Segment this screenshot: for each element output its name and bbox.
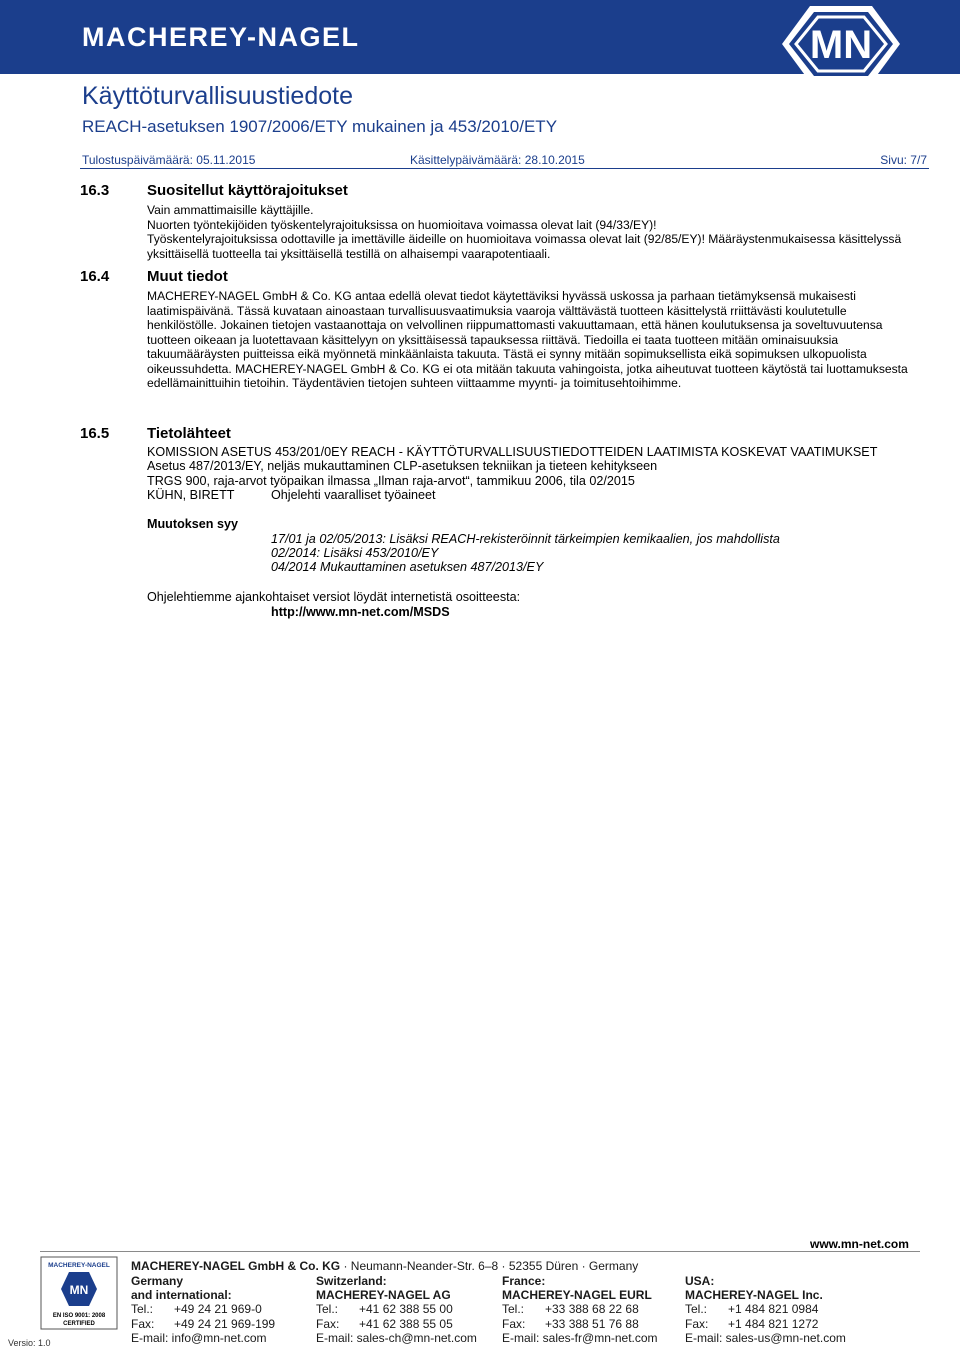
- fax-label: Fax:: [131, 1316, 155, 1331]
- column-subheading: and international:: [131, 1288, 232, 1303]
- processing-date: Käsittelypäivämäärä: 28.10.2015: [410, 153, 585, 167]
- company-name: MACHEREY-NAGEL GmbH & Co. KG: [131, 1259, 341, 1273]
- section-16-3-number: 16.3: [80, 182, 110, 199]
- tel-label: Tel.:: [685, 1302, 708, 1317]
- header-divider: [80, 168, 929, 169]
- column-heading: France:: [502, 1274, 546, 1288]
- cert-iso: EN ISO 9001: 2008: [52, 1313, 106, 1319]
- company-address: · Neumann-Neander-Str. 6–8 · 52355 Düren · Germany: [340, 1259, 639, 1273]
- fax-value: +41 62 388 55 05: [359, 1316, 453, 1331]
- email-link[interactable]: E-mail: info@mn-net.com: [131, 1330, 267, 1345]
- column-heading: Germany: [131, 1274, 184, 1288]
- column-heading: USA:: [685, 1274, 715, 1288]
- tel-value: +1 484 821 0984: [728, 1302, 819, 1317]
- source-title: Ohjelehti vaaralliset työaineet: [271, 488, 436, 503]
- fax-label: Fax:: [316, 1316, 340, 1331]
- email-link[interactable]: E-mail: sales-fr@mn-net.com: [502, 1330, 658, 1345]
- footer-divider: [40, 1251, 920, 1252]
- page-number: Sivu: 7/7: [880, 153, 927, 167]
- section-16-3-body: [147, 203, 917, 261]
- source-item: [147, 488, 917, 502]
- tel-value: +41 62 388 55 00: [359, 1302, 453, 1317]
- msds-link[interactable]: http://www.mn-net.com/MSDS: [271, 605, 450, 619]
- website-note: Ohjelehtiemme ajankohtaiset versiot löydät internetistä osoitteesta:: [147, 590, 521, 604]
- footer-website-link[interactable]: www.mn-net.com: [810, 1237, 909, 1251]
- fax-label: Fax:: [685, 1316, 709, 1331]
- fax-value: +33 388 51 76 88: [545, 1316, 639, 1331]
- footer-column-germany: [131, 1274, 275, 1345]
- section-16-4-title: Muut tiedot: [147, 268, 228, 285]
- footer-column-usa: [685, 1274, 846, 1345]
- paragraph: Työskentelyrajoituksissa odottaville ja imettäville äideille on huomioitava voimassa olevat lait (92/85/EY)! Määräystenmukaisessa käsittelyssä yksittäisellä tuotteella tai yksittäisellä testillä on alhaisempi vaarapotentiaali.: [147, 232, 902, 261]
- column-subheading: MACHEREY-NAGEL AG: [316, 1288, 451, 1303]
- column-heading: Switzerland:: [316, 1274, 387, 1288]
- iso-certification-badge: [40, 1256, 118, 1330]
- change-item: 17/01 ja 02/05/2013: Lisäksi REACH-rekisteröinnit tärkeimpien kemikaalien, jos mahdollista: [271, 532, 780, 546]
- section-16-3-title: Suositellut käyttörajoitukset: [147, 182, 348, 199]
- mn-logo-icon: [778, 2, 904, 86]
- print-date: Tulostuspäivämäärä: 05.11.2015: [82, 153, 256, 167]
- email-link[interactable]: E-mail: sales-ch@mn-net.com: [316, 1330, 477, 1345]
- fax-value: +1 484 821 1272: [728, 1316, 819, 1331]
- fax-label: Fax:: [502, 1316, 526, 1331]
- version-label: Versio: 1.0: [8, 1338, 51, 1348]
- section-16-4-number: 16.4: [80, 268, 110, 285]
- column-subheading: MACHEREY-NAGEL EURL: [502, 1288, 652, 1303]
- paragraph: Nuorten työntekijöiden työskentelyrajoituksissa on huomioitava voimassa olevat lait (94/33/EY)!: [147, 217, 657, 232]
- tel-label: Tel.:: [502, 1302, 525, 1317]
- fax-value: +49 24 21 969-199: [174, 1316, 276, 1331]
- column-subheading: MACHEREY-NAGEL Inc.: [685, 1288, 823, 1303]
- change-item: 02/2014: Lisäksi 453/2010/EY: [271, 546, 439, 560]
- sources-list: [147, 445, 917, 503]
- paragraph: Vain ammattimaisille käyttäjille.: [147, 203, 314, 217]
- logo-text: MN: [809, 23, 873, 67]
- tel-value: +49 24 21 969-0: [174, 1302, 262, 1317]
- changes-label: Muutoksen syy: [147, 517, 238, 531]
- paragraph: MACHEREY-NAGEL GmbH & Co. KG antaa edellä olevat tiedot käytettäviksi hyvässä uskossa ja parhaan tietämyksensä mukaisesti laatimispäivänä. Tässä kuvataan ainoastaan turvallisuusvaatimuksia vaaroja välttävästä tuotteen käsittelystä rriittävästi koulutetulle henkilöstölle. Jokainen tietojen vastaanottaja on velvollinen riippumattomasti vakuuttamaan, että hänen koulutuksensa ja soveltuvuutensa tuotteen oikeaan ja luotettavaan käsittelyyn on yksittäisessä tapauksessa riittävä. Tiedoilla ei taata tuotteen mitään ominaisuuksia takuumääräysten puitteissa eikä myönnetä minkäänlaista takuuta. Tästä ei synny mitään sopimuksellista eikä sopimuksen ulkopuolista oikeussuhdetta. MACHEREY-NAGEL GmbH & Co. KG ei ota mitään takuuta vahingoista, jotka aiheutuvat tuotteen käytöstä tai luottamuksesta edellämainittuihin tietoihin. Täydentävien tietojen suhteen viittaamme myynti- ja toimitusehtoihimme.: [147, 289, 908, 390]
- cert-logo-text: MN: [69, 1283, 89, 1297]
- change-item: 04/2014 Mukauttaminen asetuksen 487/2013/EY: [271, 560, 544, 574]
- cert-brand: MACHEREY-NAGEL: [48, 1262, 110, 1269]
- source-item: TRGS 900, raja-arvot työpaikan ilmassa „Ilman raja-arvot“, tammikuu 2006, tila 02/2015: [147, 473, 635, 488]
- tel-label: Tel.:: [131, 1302, 154, 1317]
- document-subtitle: REACH-asetuksen 1907/2006/ETY mukainen ja 453/2010/ETY: [82, 117, 558, 136]
- source-author: KÜHN, BIRETT: [147, 488, 235, 503]
- footer-column-france: [502, 1274, 658, 1345]
- source-item: Asetus 487/2013/EY, neljäs mukauttaminen CLP-asetuksen tekniikan ja tieteen kehitykseen: [147, 459, 658, 474]
- footer-company: [131, 1259, 638, 1273]
- tel-label: Tel.:: [316, 1302, 339, 1317]
- meta-row: [82, 153, 927, 169]
- cert-status: CERTIFIED: [63, 1321, 95, 1327]
- email-link[interactable]: E-mail: sales-us@mn-net.com: [685, 1330, 846, 1345]
- section-16-5-title: Tietolähteet: [147, 425, 231, 442]
- source-item: KOMISSION ASETUS 453/201/0EY REACH - KÄYTTÖTURVALLISUUSTIEDOTTEIDEN LAATIMISTA KOSKEVAT VAATIMUKSET: [147, 445, 878, 459]
- brand-name: MACHEREY-NAGEL: [82, 22, 360, 52]
- section-16-4-body: [147, 289, 917, 391]
- footer-column-switzerland: [316, 1274, 477, 1345]
- tel-value: +33 388 68 22 68: [545, 1302, 639, 1317]
- section-16-5-number: 16.5: [80, 425, 110, 442]
- document-title: Käyttöturvallisuustiedote: [82, 82, 353, 110]
